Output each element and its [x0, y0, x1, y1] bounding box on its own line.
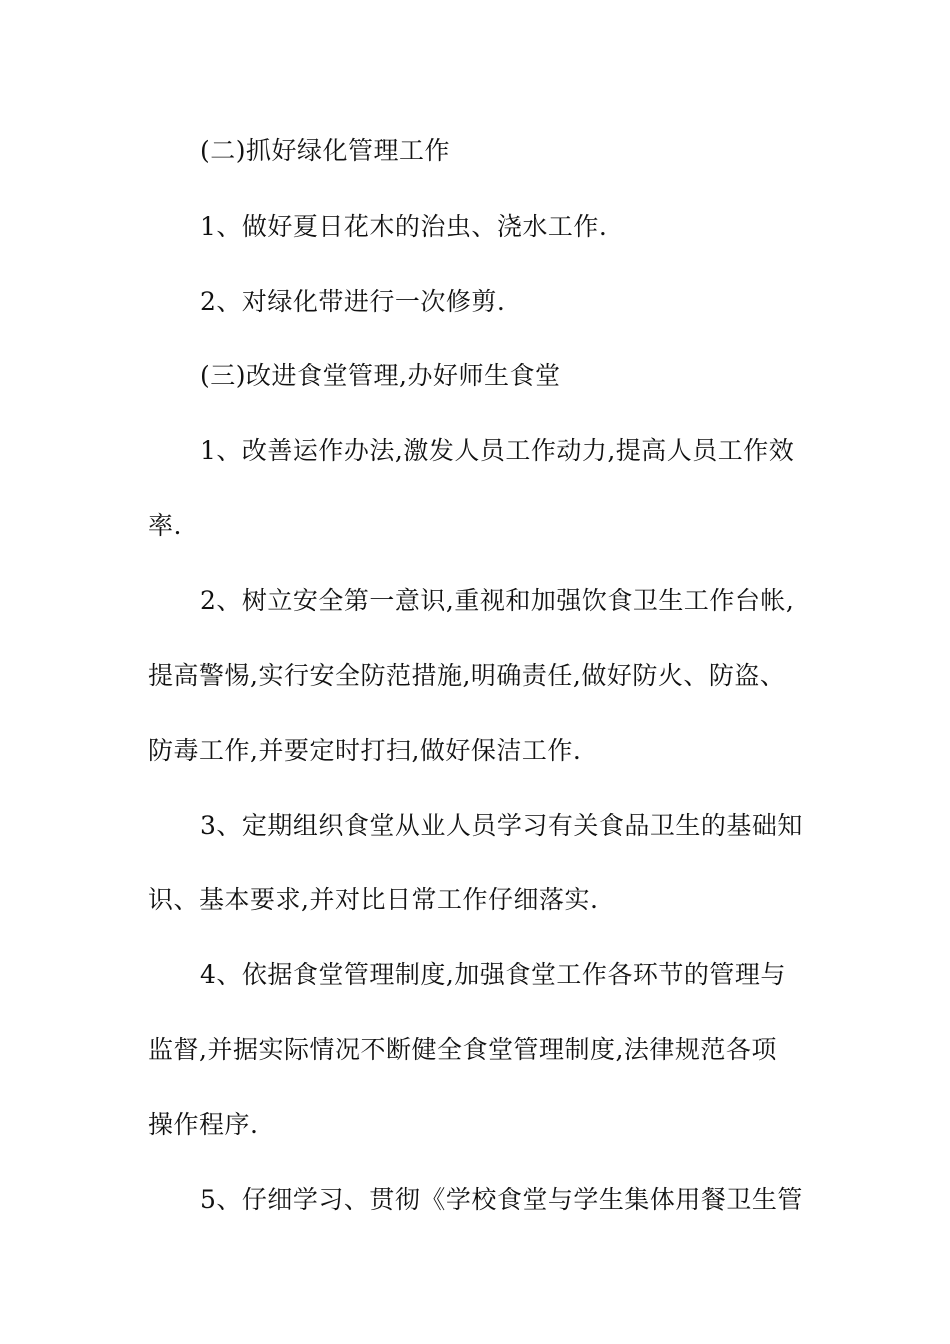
paragraph-line: 2、树立安全第一意识,重视和加强饮食卫生工作台帐,	[200, 586, 795, 615]
paragraph-line: 监督,并据实际情况不断健全食堂管理制度,法律规范各项	[148, 1035, 777, 1064]
section-heading-canteen: (三)改进食堂管理,办好师生食堂	[200, 361, 561, 390]
paragraph-line: 3、定期组织食堂从业人员学习有关食品卫生的基础知	[200, 811, 803, 840]
paragraph-line: 防毒工作,并要定时打扫,做好保洁工作.	[148, 736, 582, 765]
paragraph-line: 识、基本要求,并对比日常工作仔细落实.	[148, 885, 599, 914]
section-heading-greening: (二)抓好绿化管理工作	[200, 136, 451, 165]
paragraph-line: 4、依据食堂管理制度,加强食堂工作各环节的管理与	[200, 960, 786, 989]
paragraph-line: 提高警惕,实行安全防范措施,明确责任,做好防火、防盗、	[148, 661, 786, 690]
paragraph-line: 1、做好夏日花木的治虫、浇水工作.	[200, 212, 608, 241]
paragraph-line: 率.	[148, 511, 182, 540]
paragraph-line: 2、对绿化带进行一次修剪.	[200, 287, 506, 316]
paragraph-line: 5、仔细学习、贯彻《学校食堂与学生集体用餐卫生管	[200, 1185, 803, 1214]
paragraph-line: 1、改善运作办法,激发人员工作动力,提高人员工作效	[200, 436, 795, 465]
paragraph-line: 操作程序.	[148, 1110, 259, 1139]
